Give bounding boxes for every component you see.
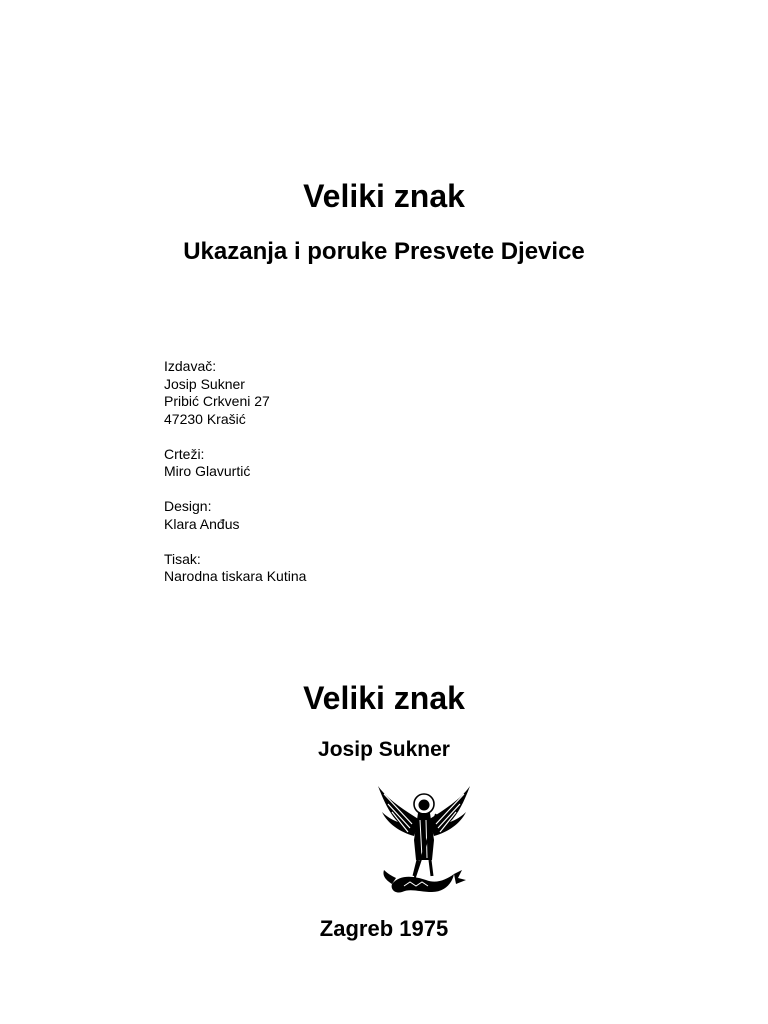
credit-label: Design: [164,498,212,514]
credit-line: Pribić Crkveni 27 [164,393,270,409]
credit-group-publisher [164,358,306,428]
credit-label: Crteži: [164,445,205,462]
credit-group-drawings [164,446,306,481]
page-subtitle: Ukazanja i poruke Presvete Djevice [183,238,585,265]
publication-place-year: Zagreb 1975 [319,916,449,941]
credit-line: Josip Sukner [164,375,245,392]
credit-group-design [164,498,306,533]
credit-line: Klara Anđus [164,515,240,532]
credit-group-print [164,551,306,586]
credit-line: Narodna tiskara Kutina [164,568,307,584]
book-title: Veliki znak [303,680,465,716]
book-author: Josip Sukner [318,738,450,761]
page-title: Veliki znak [303,178,465,214]
credits-block [164,358,306,603]
credit-label: Izdavač: [164,358,217,374]
archangel-michael-slaying-dragon-icon [374,780,474,900]
credit-line: 47230 Krašić [164,410,246,427]
credit-line: Miro Glavurtić [164,463,251,479]
credit-label: Tisak: [164,550,201,567]
